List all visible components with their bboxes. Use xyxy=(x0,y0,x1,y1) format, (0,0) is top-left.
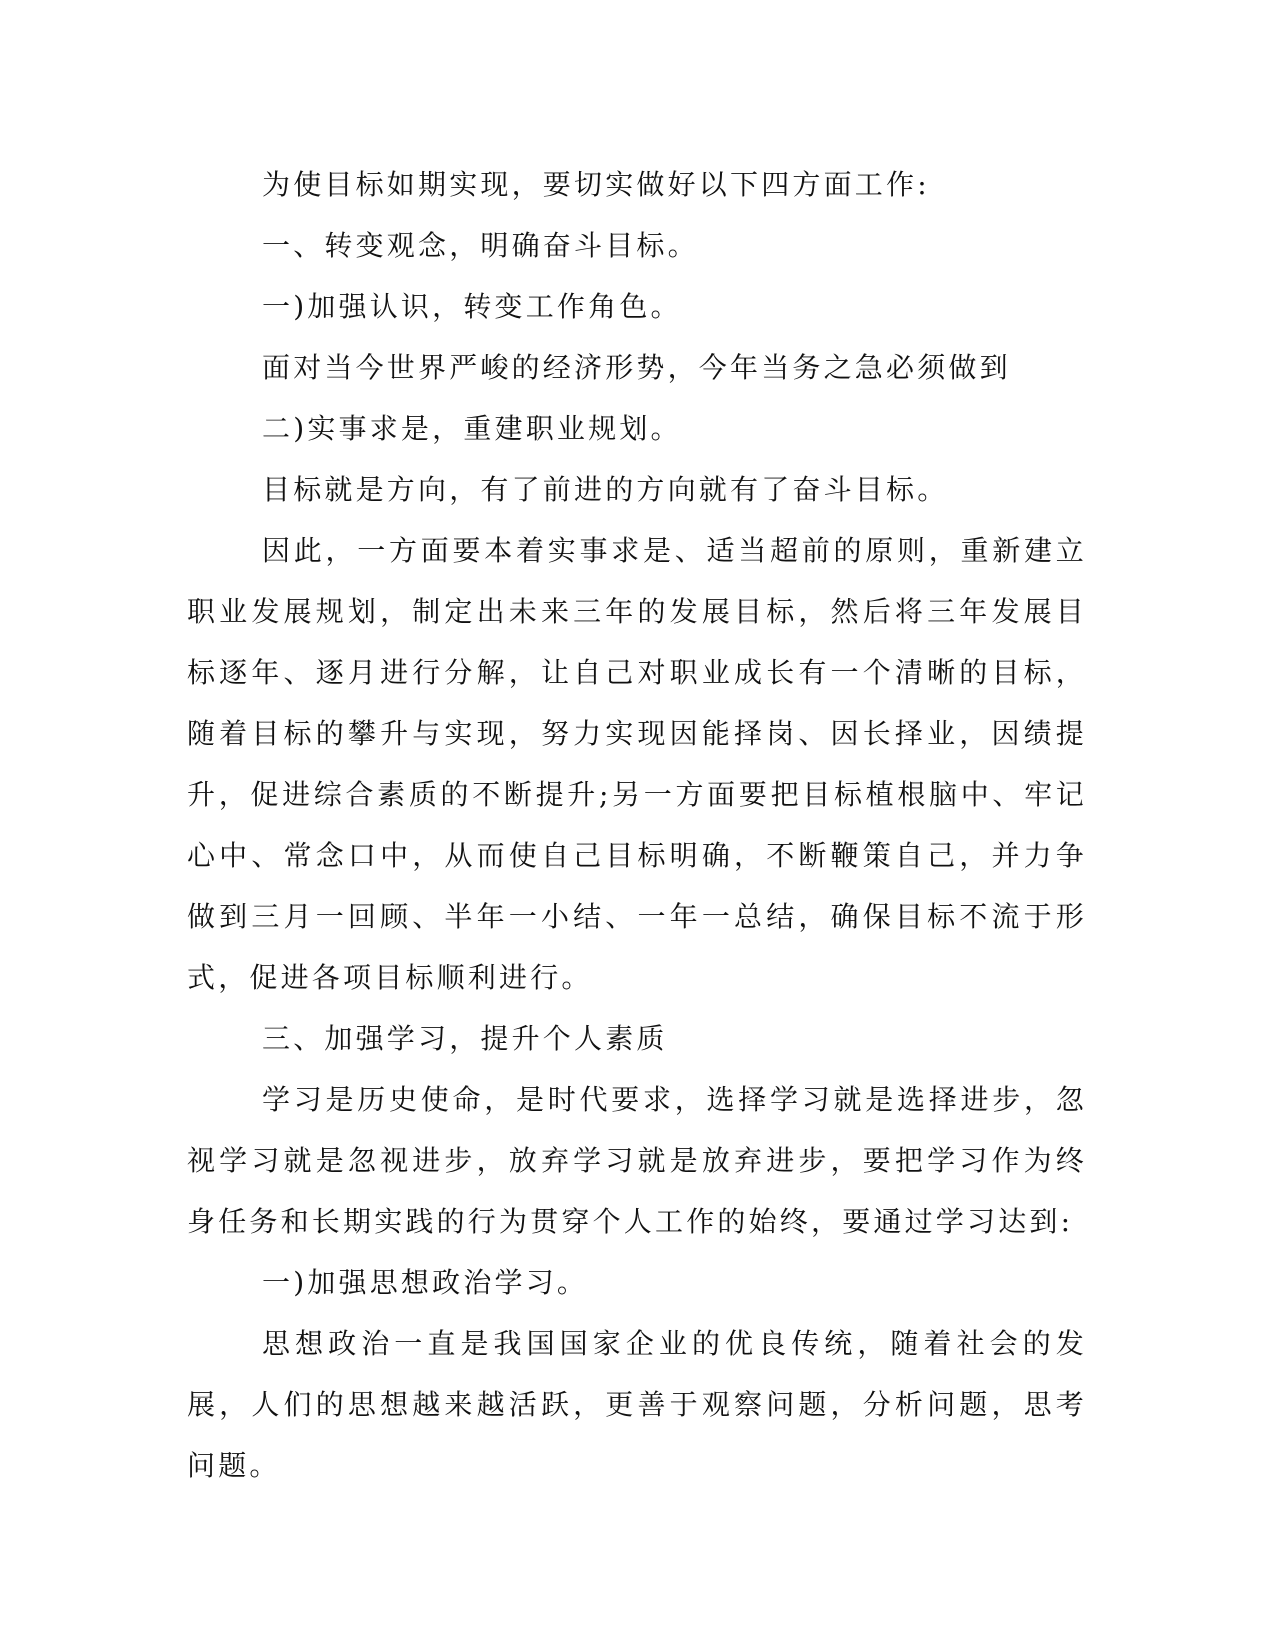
paragraph-political: 思想政治一直是我国国家企业的优良传统，随着社会的发展，人们的思想越来越活跃，更善于观察问题，分析问题，思考问题。 xyxy=(187,1327,1087,1482)
subheading-3-1: 一)加强思想政治学习。 xyxy=(262,1266,589,1299)
paragraph-career-plan: 因此，一方面要本着实事求是、适当超前的原则，重新建立职业发展规划，制定出未来三年的发展目标，然后将三年发展目标逐年、逐月进行分解，让自己对职业成长有一个清晰的目标，随着目标的攀升与实现，努力实现因能择岗、因长择业，因绩提升，促进综合素质的不断提升;另一方面要把目标植根脑中、牢记心中、常念口中，从而使自己目标明确，不断鞭策自己，并力争做到三月一回顾、半年一小结、一年一总结，确保目标不流于形式，促进各项目标顺利进行。 xyxy=(187,534,1087,994)
subheading-1-1: 一)加强认识，转变工作角色。 xyxy=(262,290,682,323)
subheading-1-2: 二)实事求是，重建职业规划。 xyxy=(262,412,682,445)
paragraph-learning: 学习是历史使命，是时代要求，选择学习就是选择进步，忽视学习就是忽视进步，放弃学习就是放弃进步，要把学习作为终身任务和长期实践的行为贯穿个人工作的始终，要通过学习达到: xyxy=(187,1083,1087,1238)
paragraph-situation: 面对当今世界严峻的经济形势，今年当务之急必须做到 xyxy=(262,351,1011,384)
paragraph-intro: 为使目标如期实现，要切实做好以下四方面工作: xyxy=(262,168,930,201)
heading-section-3: 三、加强学习，提升个人素质 xyxy=(262,1022,668,1055)
document-body xyxy=(187,154,1087,1496)
paragraph-goal-direction: 目标就是方向，有了前进的方向就有了奋斗目标。 xyxy=(262,473,949,506)
heading-section-1: 一、转变观念，明确奋斗目标。 xyxy=(262,229,699,262)
